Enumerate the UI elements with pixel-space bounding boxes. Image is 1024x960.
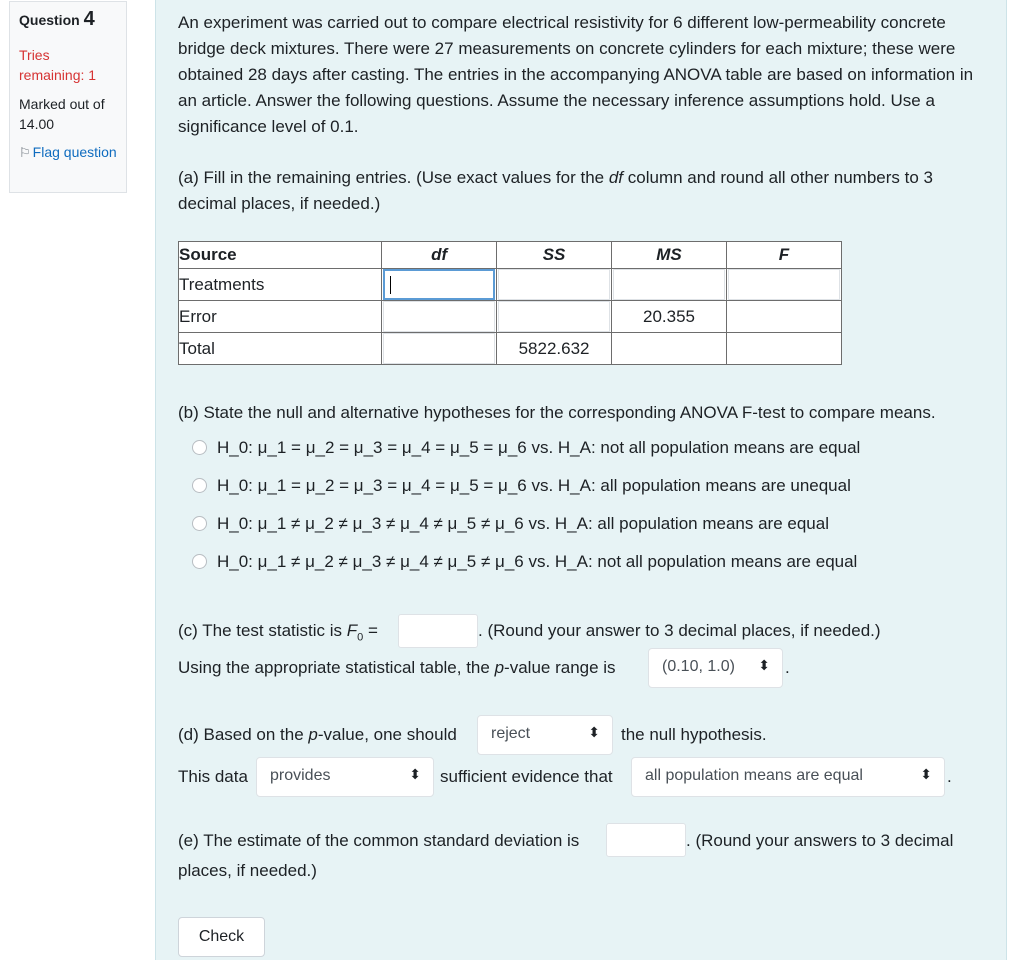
question-intro: An experiment was carried out to compare electrical resistivity for 6 different low-permeability concrete bridge deck mixtures. There were 27 measurements on concrete cylinders for each mixture; these were obtained 28 days after casting. The entries in the accompanying ANOVA table are based on information in an article. Answer the following questions. Assume the necessary inference assumptions hold. Use a significance level of 0.1. [178,13,974,136]
select-arrows-icon: ⬍ [588,724,600,740]
flag-question-link[interactable]: ⚐ Flag question [19,144,117,160]
part-e-note-cont: places, if needed.) [178,861,317,880]
treatments-f-input[interactable] [728,269,840,300]
radio-button[interactable] [192,554,207,569]
part-d-line2-mid: sufficient evidence that [440,767,613,786]
select-arrows-icon: ⬍ [920,766,932,782]
treatments-df-input[interactable] [383,269,495,300]
row-label-total: Total [179,333,382,365]
row-label-treatments: Treatments [179,269,382,301]
reject-decision-select[interactable]: reject ⬍ [477,715,613,755]
header-df: df [382,242,497,269]
row-label-error: Error [179,301,382,333]
total-ss-value: 5822.632 [497,333,612,365]
row-error [179,301,842,333]
check-button[interactable]: Check [178,917,265,957]
marked-out-of: Marked out of 14.00 [19,96,105,132]
hypothesis-option-2[interactable]: H_0: μ_1 = μ_2 = μ_3 = μ_4 = μ_5 = μ_6 vs. H_A: all population means are unequal [192,476,851,496]
total-f-empty [726,333,841,365]
tries-remaining: Tries remaining: 1 [19,47,97,83]
row-total [179,333,842,365]
period: . [785,658,790,677]
error-df-input[interactable] [383,301,495,332]
select-arrows-icon: ⬍ [758,657,770,673]
header-ms: MS [612,242,727,269]
anova-header-row [179,242,842,269]
part-c-statistic-note: . (Round your answer to 3 decimal places, if needed.) [478,621,881,640]
question-info-panel [9,1,127,193]
radio-button[interactable] [192,516,207,531]
header-source: Source [179,242,382,269]
treatments-ss-input[interactable] [498,269,610,300]
part-d-line1-tail: the null hypothesis. [621,725,767,744]
hypothesis-option-3[interactable]: H_0: μ_1 ≠ μ_2 ≠ μ_3 ≠ μ_4 ≠ μ_5 ≠ μ_6 vs. H_A: all population means are equal [192,514,829,534]
part-c-pvalue-label: Using the appropriate statistical table, the p-value range is [178,658,616,677]
row-treatments [179,269,842,301]
std-dev-input[interactable] [606,823,686,857]
pvalue-range-select[interactable]: (0.10, 1.0) ⬍ [648,648,783,688]
conclusion-select[interactable]: all population means are equal ⬍ [631,757,945,797]
part-e-note: . (Round your answers to 3 decimal [686,831,954,850]
period: . [947,767,952,786]
question-content [155,0,1007,960]
flag-icon: ⚐ [19,145,31,160]
select-arrows-icon: ⬍ [409,766,421,782]
part-e-label: (e) The estimate of the common standard deviation is [178,831,580,850]
total-df-input[interactable] [383,333,495,364]
part-d-line2-label: This data [178,767,248,786]
test-statistic-input[interactable] [398,614,478,648]
anova-table [178,241,842,365]
hypothesis-option-4[interactable]: H_0: μ_1 ≠ μ_2 ≠ μ_3 ≠ μ_4 ≠ μ_5 ≠ μ_6 vs. H_A: not all population means are equal [192,552,857,572]
question-number: Question 4 [19,8,95,30]
header-f: F [726,242,841,269]
total-ms-empty [612,333,727,365]
error-f-empty [726,301,841,333]
radio-button[interactable] [192,440,207,455]
radio-button[interactable] [192,478,207,493]
part-d-line1-label: (d) Based on the p-value, one should [178,725,457,744]
part-a-prompt: (a) Fill in the remaining entries. (Use exact values for the df column and round all other numbers to 3 decimal places, if needed.) [178,168,933,213]
error-ss-input[interactable] [498,301,610,332]
part-c-statistic-label: (c) The test statistic is $F_0$ = [178,621,378,644]
header-ss: SS [497,242,612,269]
evidence-select[interactable]: provides ⬍ [256,757,434,797]
hypothesis-option-1[interactable]: H_0: μ_1 = μ_2 = μ_3 = μ_4 = μ_5 = μ_6 vs. H_A: not all population means are equal [192,438,860,458]
part-b-prompt: (b) State the null and alternative hypotheses for the corresponding ANOVA F-test to compare means. [178,403,936,422]
treatments-ms-input[interactable] [613,269,725,300]
text-caret [390,276,391,294]
error-ms-value: 20.355 [612,301,727,333]
